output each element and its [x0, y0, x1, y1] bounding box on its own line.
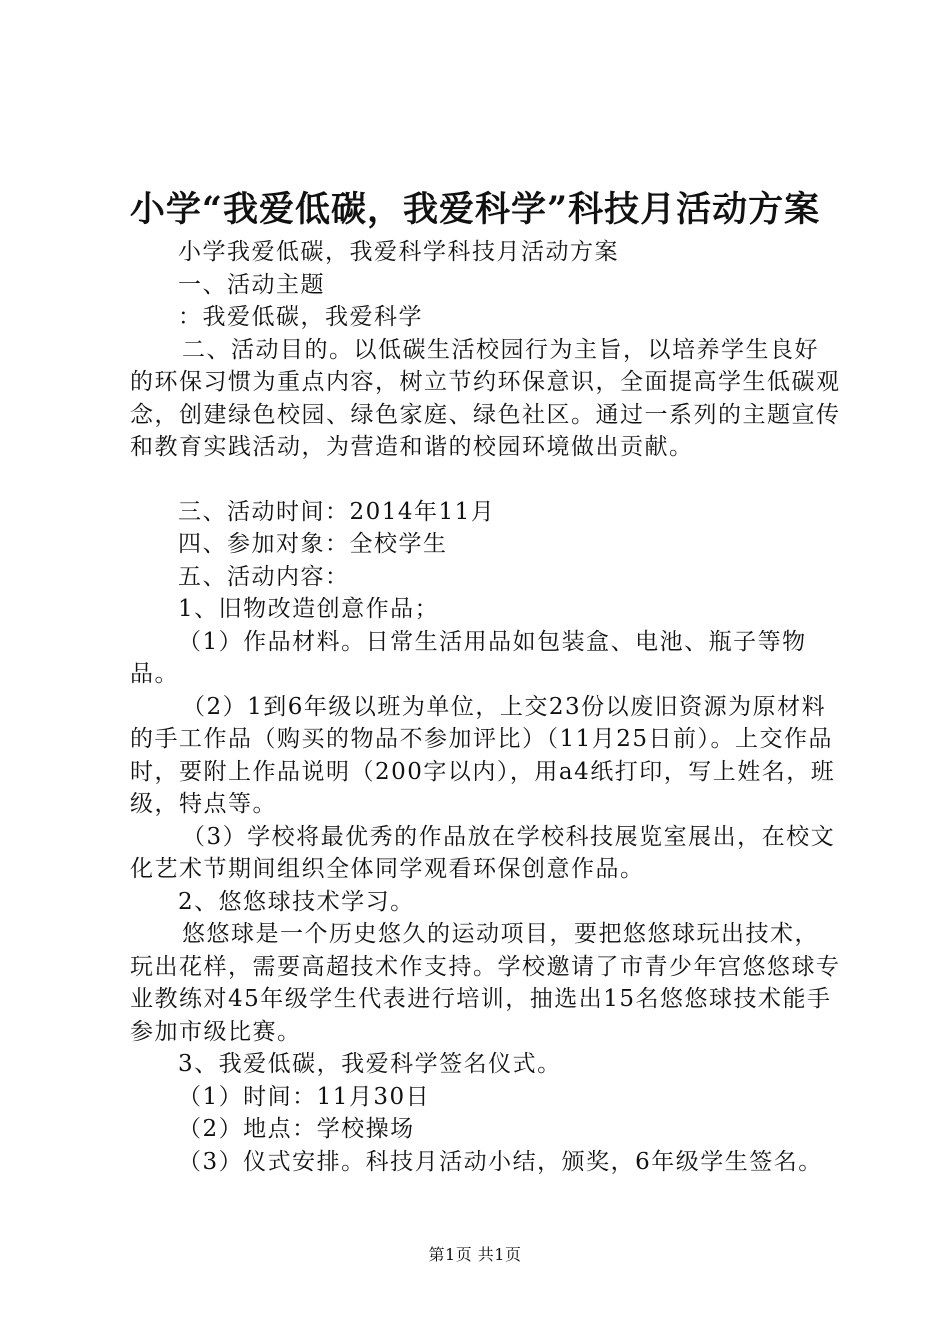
- paragraph-section-1-heading: 一、活动主题: [178, 271, 325, 298]
- paragraph-time: 三、活动时间：2014年11月: [178, 498, 496, 525]
- paragraph-item-2: 2、悠悠球技术学习。: [178, 888, 415, 915]
- page-footer: 第1页 共1页: [428, 1245, 522, 1264]
- paragraph-item-1-2: （2）1到6年级以班为单位，上交23份以废旧资源为原材料的手工作品（购买的物品不参加评比）（11月25日前）。上交作品时，要附上作品说明（200字以内），用a4纸打印，写上姓名，班级，特点等。: [130, 693, 836, 817]
- paragraph-item-1-3: （3）学校将最优秀的作品放在学校科技展览室展出，在校文化艺术节期间组织全体同学观看环保创意作品。: [130, 823, 836, 882]
- paragraph-participants: 四、参加对象：全校学生: [178, 531, 448, 557]
- paragraph-purpose: 二、活动目的。以低碳生活校园行为主旨，以培养学生良好的环保习惯为重点内容，树立节约环保意识，全面提高学生低碳观念，创建绿色校园、绿色家庭、绿色社区。通过一系列的主题宣传和教育实践活动，为营造和谐的校园环境做出贡献。: [130, 336, 841, 460]
- paragraph-item-1: 1、旧物改造创意作品；: [178, 596, 440, 622]
- paragraph-content-heading: 五、活动内容：: [178, 563, 350, 590]
- paragraph-item-3-3: （3）仪式安排。科技月活动小结，颁奖，6年级学生签名。: [178, 1148, 823, 1175]
- paragraph-theme: ：我爱低碳，我爱科学: [178, 304, 423, 330]
- paragraph-item-3-2: （2）地点：学校操场: [178, 1116, 415, 1142]
- document-title: 小学“我爱低碳，我爱科学”科技月活动方案: [129, 189, 821, 230]
- paragraph-item-3: 3、我爱低碳，我爱科学签名仪式。: [178, 1051, 562, 1077]
- paragraph-subtitle: 小学我爱低碳，我爱科学科技月活动方案: [178, 239, 619, 265]
- paragraph-item-1-1: （1）作品材料。日常生活用品如包装盒、电池、瓶子等物品。: [130, 628, 807, 687]
- document-body: [130, 236, 842, 1178]
- paragraph-gap: [130, 464, 842, 496]
- paragraph-item-2-desc: 悠悠球是一个历史悠久的运动项目，要把悠悠球玩出技术，玩出花样，需要高超技术作支持。学校邀请了市青少年宫悠悠球专业教练对45年级学生代表进行培训，抽选出15名悠悠球技术能手参加市级比赛。: [130, 921, 841, 1045]
- paragraph-item-3-1: （1）时间：11月30日: [178, 1083, 431, 1110]
